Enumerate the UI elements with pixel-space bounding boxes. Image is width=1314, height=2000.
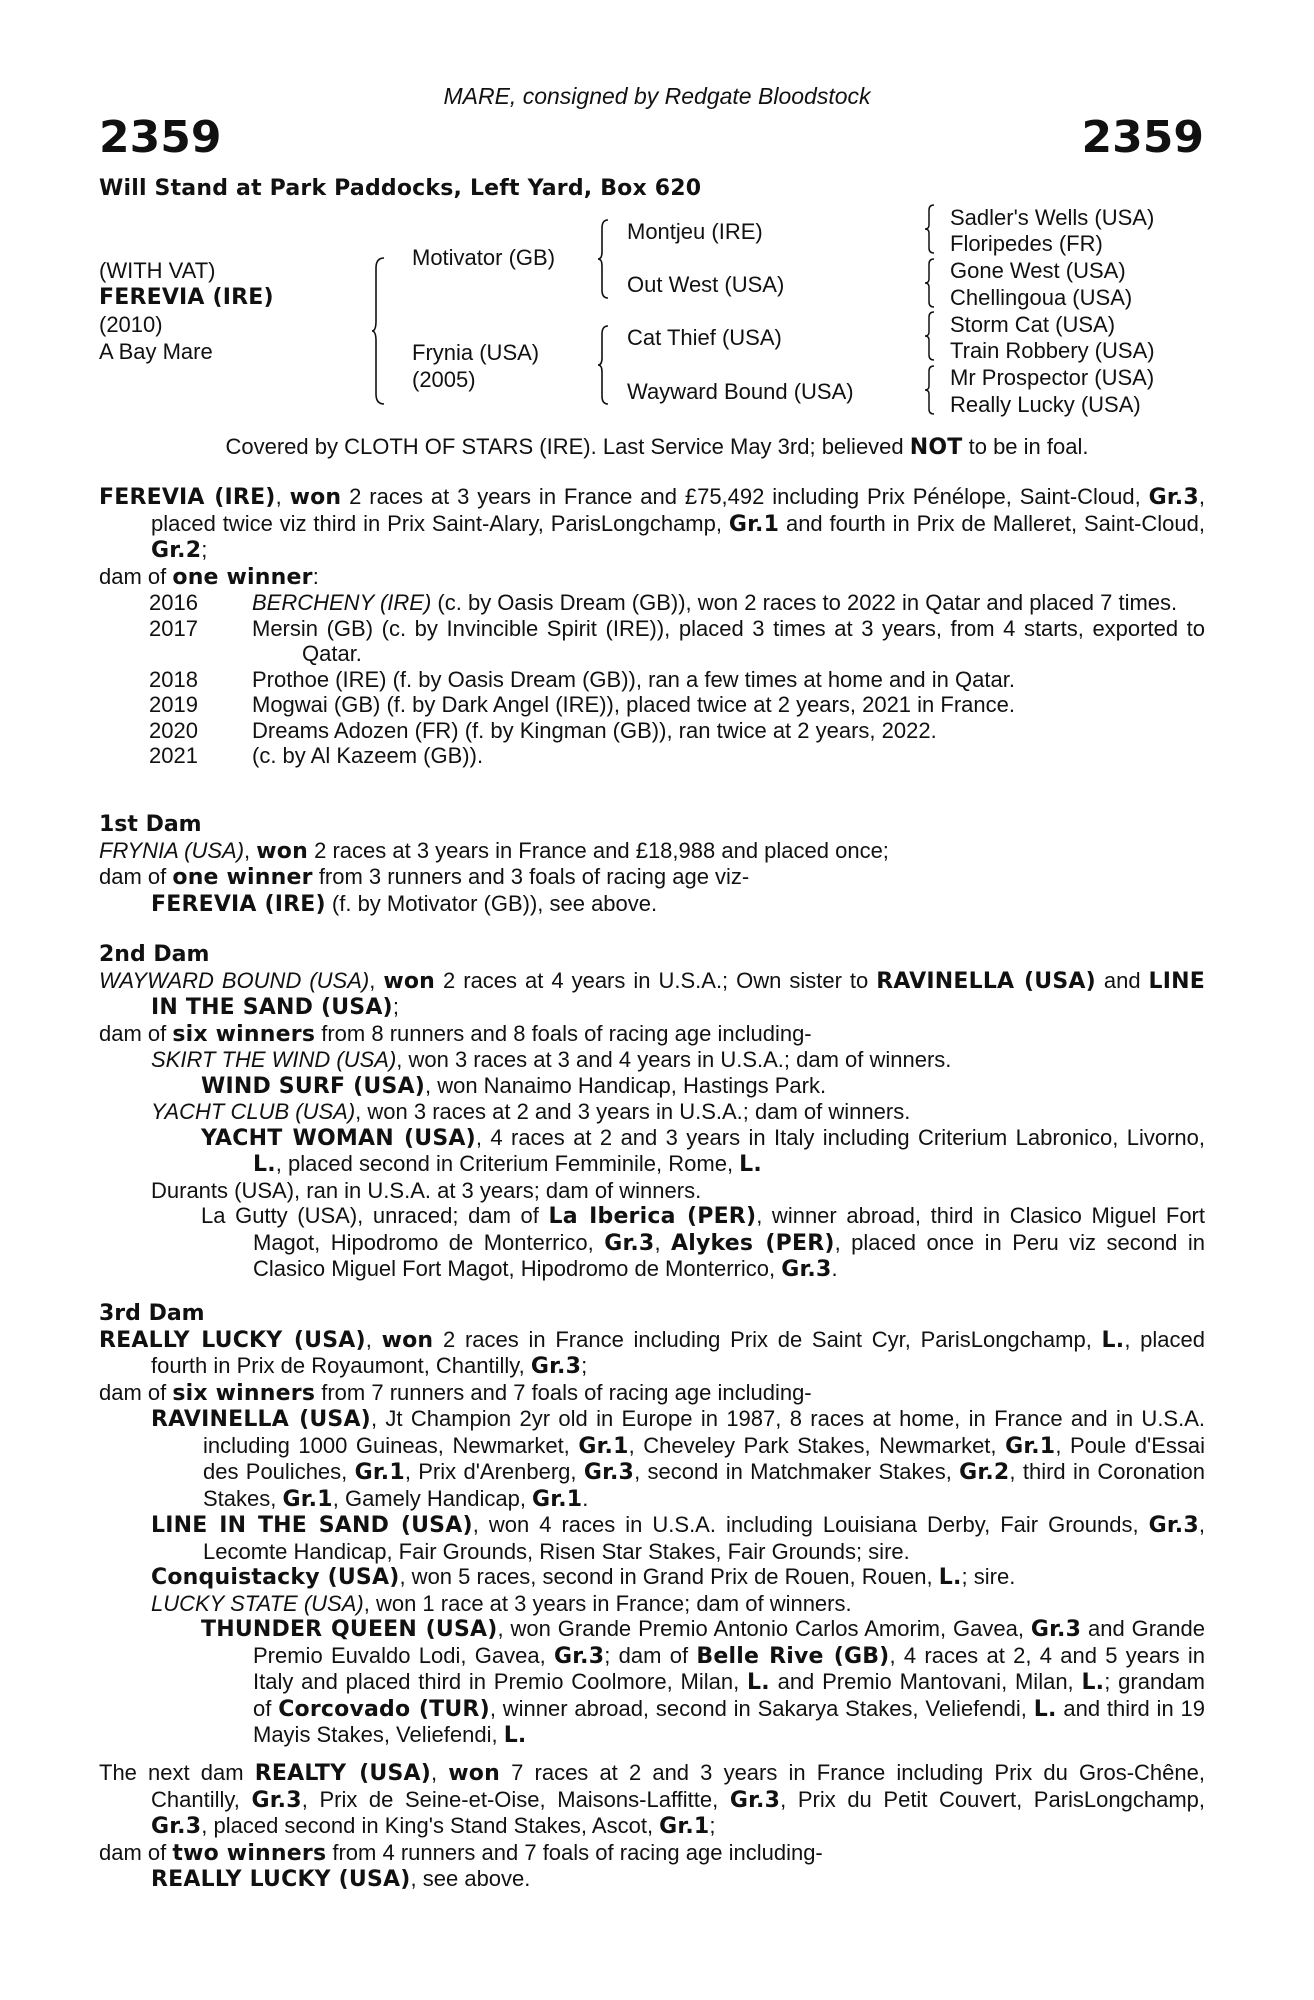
dam-year: (2005) bbox=[412, 367, 476, 392]
section-heading: 3rd Dam bbox=[99, 1301, 205, 1326]
brace-icon bbox=[925, 258, 935, 308]
dam-sire-name: Cat Thief (USA) bbox=[627, 325, 782, 350]
horse-description: A Bay Mare bbox=[99, 339, 213, 364]
dam-of-line: dam of one winner from 3 runners and 3 foals of racing age viz- bbox=[99, 864, 750, 890]
brace-icon bbox=[598, 218, 610, 300]
produce-entry: SKIRT THE WIND (USA), won 3 races at 3 and 4 years in U.S.A.; dam of winners. bbox=[151, 1047, 952, 1072]
produce-entry: LUCKY STATE (USA), won 1 race at 3 years in France; dam of winners. bbox=[151, 1590, 852, 1616]
first-dam-section bbox=[99, 812, 1205, 917]
second-dam-record: WAYWARD BOUND (USA), won 2 races at 4 years in U.S.A.; Own sister to RAVINELLA (USA) and LINE IN THE SAND (USA); bbox=[99, 967, 1205, 1020]
produce-entry: YACHT WOMAN (USA), 4 races at 2 and 3 years in Italy including Criterium Labronico, Livorno, L., placed second in Criterium Femminile, Rome, L. bbox=[201, 1124, 1206, 1177]
produce-entry: LINE IN THE SAND (USA), won 4 races in U.S.A. including Louisiana Derby, Fair Grounds, Gr.3, Lecomte Handicap, Fair Grounds, Risen Star Stakes, Fair Grounds; sire. bbox=[151, 1512, 1205, 1564]
first-dam-record: FRYNIA (USA), won 2 races at 3 years in France and £18,988 and placed once; bbox=[99, 837, 889, 864]
ancestor-name: Gone West (USA) bbox=[950, 258, 1126, 283]
sire-name: Motivator (GB) bbox=[412, 245, 556, 270]
ancestor-name: Floripedes (FR) bbox=[950, 231, 1103, 256]
brace-icon bbox=[372, 256, 386, 406]
sire-sire-name: Montjeu (IRE) bbox=[627, 219, 763, 244]
produce-entry: WIND SURF (USA), won Nanaimo Handicap, Hastings Park. bbox=[201, 1072, 827, 1099]
brace-icon bbox=[925, 311, 935, 361]
horse-name: FEREVIA (IRE) bbox=[99, 285, 274, 310]
mare-record: FEREVIA (IRE), won 2 races at 3 years in France and £75,492 including Prix Pénélope, Saint-Cloud, Gr.3, placed twice viz third in Prix Saint-Alary, ParisLongchamp, Gr.1 and fourth in Prix de Malleret, Saint-Cloud, Gr.2; bbox=[99, 484, 1206, 563]
ancestor-name: Chellingoua (USA) bbox=[950, 285, 1133, 310]
produce-row: 2020 Dreams Adozen (FR) (f. by Kingman (GB)), ran twice at 2 years, 2022. bbox=[149, 717, 937, 743]
produce-entry: FEREVIA (IRE) (f. by Motivator (GB)), see above. bbox=[151, 890, 658, 917]
brace-icon bbox=[925, 365, 935, 415]
ancestor-name: Really Lucky (USA) bbox=[950, 392, 1141, 417]
second-dam-section bbox=[99, 942, 1205, 1283]
produce-entry: Durants (USA), ran in U.S.A. at 3 years; dam of winners. bbox=[151, 1177, 702, 1203]
dam-name: Frynia (USA) bbox=[412, 340, 540, 365]
section-heading: 2nd Dam bbox=[99, 942, 210, 967]
produce-entry: REALLY LUCKY (USA), see above. bbox=[151, 1866, 531, 1892]
lot-number-right: 2359 bbox=[1081, 112, 1204, 163]
brace-icon bbox=[598, 324, 610, 406]
ancestor-name: Mr Prospector (USA) bbox=[950, 365, 1155, 390]
produce-row: 2019 Mogwai (GB) (f. by Dark Angel (IRE)), placed twice at 2 years, 2021 in France. bbox=[149, 692, 1015, 717]
produce-entry: La Gutty (USA), unraced; dam of La Iberica (PER), winner abroad, third in Clasico Miguel Fort Magot, Hipodromo de Monterrico, Gr.3, Alykes (PER), placed once in Peru viz second in Clasico Miguel Fort Magot, Hipodromo de Monterrico, Gr.3. bbox=[201, 1203, 1205, 1282]
dam-of-line: dam of six winners from 7 runners and 7 foals of racing age including- bbox=[99, 1379, 812, 1406]
horse-year: (2010) bbox=[99, 312, 163, 337]
produce-row: 2016 BERCHENY (IRE) (c. by Oasis Dream (GB)), won 2 races to 2022 in Qatar and placed 7 times. bbox=[149, 590, 1178, 615]
covering-note: Covered by CLOTH OF STARS (IRE). Last Service May 3rd; believed NOT to be in foal. bbox=[225, 434, 1089, 460]
produce-row: 2018 Prothoe (IRE) (f. by Oasis Dream (GB)), ran a few times at home and in Qatar. bbox=[149, 666, 1015, 692]
produce-entry: YACHT CLUB (USA), won 3 races at 2 and 3 years in U.S.A.; dam of winners. bbox=[151, 1099, 911, 1124]
ancestor-name: Storm Cat (USA) bbox=[950, 312, 1116, 337]
sire-dam-name: Out West (USA) bbox=[627, 272, 785, 297]
next-dam-section bbox=[99, 1760, 1205, 1893]
dam-of-line: dam of one winner: bbox=[99, 563, 319, 590]
section-heading: 1st Dam bbox=[99, 812, 202, 837]
produce-entry: THUNDER QUEEN (USA), won Grande Premio Antonio Carlos Amorim, Gavea, Gr.3 and Grande Premio Euvaldo Lodi, Gavea, Gr.3; dam of Belle Rive (GB), 4 races at 2, 4 and 5 years in Italy and placed third in Premio Coolmore, Milan, L. and Premio Mantovani, Milan, L.; grandam of Corcovado (TUR), winner abroad, second in Sakarya Stakes, Veliefendi, L. and third in 19 Mayis Stakes, Veliefendi, L. bbox=[201, 1616, 1206, 1748]
dam-dam-name: Wayward Bound (USA) bbox=[627, 379, 854, 404]
next-dam-record: The next dam REALTY (USA), won 7 races at 2 and 3 years in France including Prix du Gros-Chêne, Chantilly, Gr.3, Prix de Seine-et-Oise, Maisons-Laffitte, Gr.3, Prix du Petit Couvert, ParisLongchamp, Gr.3, placed second in King's Stand Stakes, Ascot, Gr.1; bbox=[99, 1760, 1205, 1839]
produce-entry: RAVINELLA (USA), Jt Champion 2yr old in Europe in 1987, 8 races at home, in France and in U.S.A. including 1000 Guineas, Newmarket, Gr.1, Cheveley Park Stakes, Newmarket, Gr.1, Poule d'Essai des Pouliches, Gr.1, Prix d'Arenberg, Gr.3, second in Matchmaker Stakes, Gr.2, third in Coronation Stakes, Gr.1, Gamely Handicap, Gr.1. bbox=[151, 1406, 1205, 1512]
produce-row: 2017 Mersin (GB) (c. by Invincible Spirit (IRE)), placed 3 times at 3 years, from 4 starts, exported to Qatar. bbox=[149, 615, 1205, 666]
produce-entry: Conquistacky (USA), won 5 races, second in Grand Prix de Rouen, Rouen, L.; sire. bbox=[151, 1564, 1016, 1590]
ancestor-name: Sadler's Wells (USA) bbox=[950, 205, 1155, 230]
lot-number-left: 2359 bbox=[99, 112, 222, 163]
dam-of-line: dam of two winners from 4 runners and 7 foals of racing age including- bbox=[99, 1839, 823, 1866]
ancestor-name: Train Robbery (USA) bbox=[950, 338, 1155, 363]
produce-row: 2021 (c. by Al Kazeem (GB)). bbox=[149, 743, 484, 768]
vat-note: (WITH VAT) bbox=[99, 258, 216, 283]
third-dam-section bbox=[99, 1301, 1205, 1749]
mare-section bbox=[99, 484, 1205, 769]
third-dam-record: REALLY LUCKY (USA), won 2 races in France including Prix de Saint Cyr, ParisLongchamp, L., placed fourth in Prix de Royaumont, Chantilly, Gr.3; bbox=[99, 1326, 1205, 1379]
stabling-line: Will Stand at Park Paddocks, Left Yard, Box 620 bbox=[99, 176, 702, 201]
brace-icon bbox=[925, 204, 935, 254]
consignor-line: MARE, consigned by Redgate Bloodstock bbox=[443, 83, 871, 109]
dam-of-line: dam of six winners from 8 runners and 8 foals of racing age including- bbox=[99, 1020, 812, 1047]
